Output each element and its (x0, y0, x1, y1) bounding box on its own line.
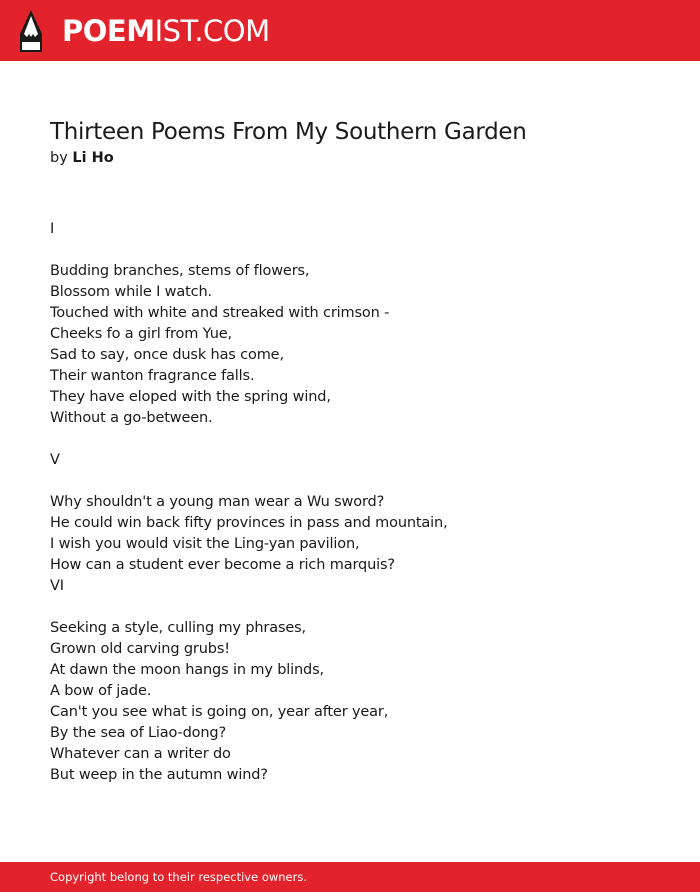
poem-line: By the sea of Liao-dong? (50, 725, 227, 741)
poem-line: Their wanton fragrance falls. (50, 368, 255, 384)
poem-line: At dawn the moon hangs in my blinds, (50, 662, 324, 678)
poem-line: Whatever can a writer do (50, 746, 231, 762)
poem-body (50, 219, 448, 786)
site-logo[interactable] (18, 9, 270, 53)
poem-line: I wish you would visit the Ling-yan pavilion, (50, 536, 360, 552)
poem-line: I (50, 221, 55, 237)
poem-line: Seeking a style, culling my phrases, (50, 620, 307, 636)
byline (50, 148, 114, 169)
poem-line (50, 471, 448, 492)
poem-line: But weep in the autumn wind? (50, 767, 268, 783)
poem-line: VI (50, 578, 64, 594)
poem-title: Thirteen Poems From My Southern Garden (50, 119, 527, 145)
site-footer (0, 862, 700, 892)
poem-line (50, 597, 448, 618)
logo-wordmark-bold: POEM (62, 14, 155, 48)
poem-line (50, 429, 448, 450)
logo-wordmark (62, 9, 270, 53)
poem-line: How can a student ever become a rich marquis? (50, 557, 395, 573)
author-name[interactable]: Li Ho (72, 150, 114, 166)
poem-line: They have eloped with the spring wind, (50, 389, 331, 405)
poem-line: Cheeks fo a girl from Yue, (50, 326, 232, 342)
logo-wordmark-light: IST.COM (154, 14, 270, 48)
poem-line: V (50, 452, 60, 468)
site-header (0, 0, 700, 61)
poem-line: Without a go-between. (50, 410, 213, 426)
poem-line: Sad to say, once dusk has come, (50, 347, 284, 363)
by-label: by (50, 150, 68, 166)
poem-line: He could win back fifty provinces in pass and mountain, (50, 515, 448, 531)
pen-nib-icon (18, 10, 44, 52)
poem-line: Grown old carving grubs! (50, 641, 230, 657)
poem-line: Touched with white and streaked with crimson - (50, 305, 390, 321)
poem-line (50, 240, 448, 261)
copyright-notice: Copyright belong to their respective owners. (50, 870, 308, 884)
poem-line: Why shouldn't a young man wear a Wu sword? (50, 494, 385, 510)
poem-line: Can't you see what is going on, year after year, (50, 704, 389, 720)
poem-line: Blossom while I watch. (50, 284, 212, 300)
poem-line: Budding branches, stems of flowers, (50, 263, 310, 279)
poem-line: A bow of jade. (50, 683, 152, 699)
